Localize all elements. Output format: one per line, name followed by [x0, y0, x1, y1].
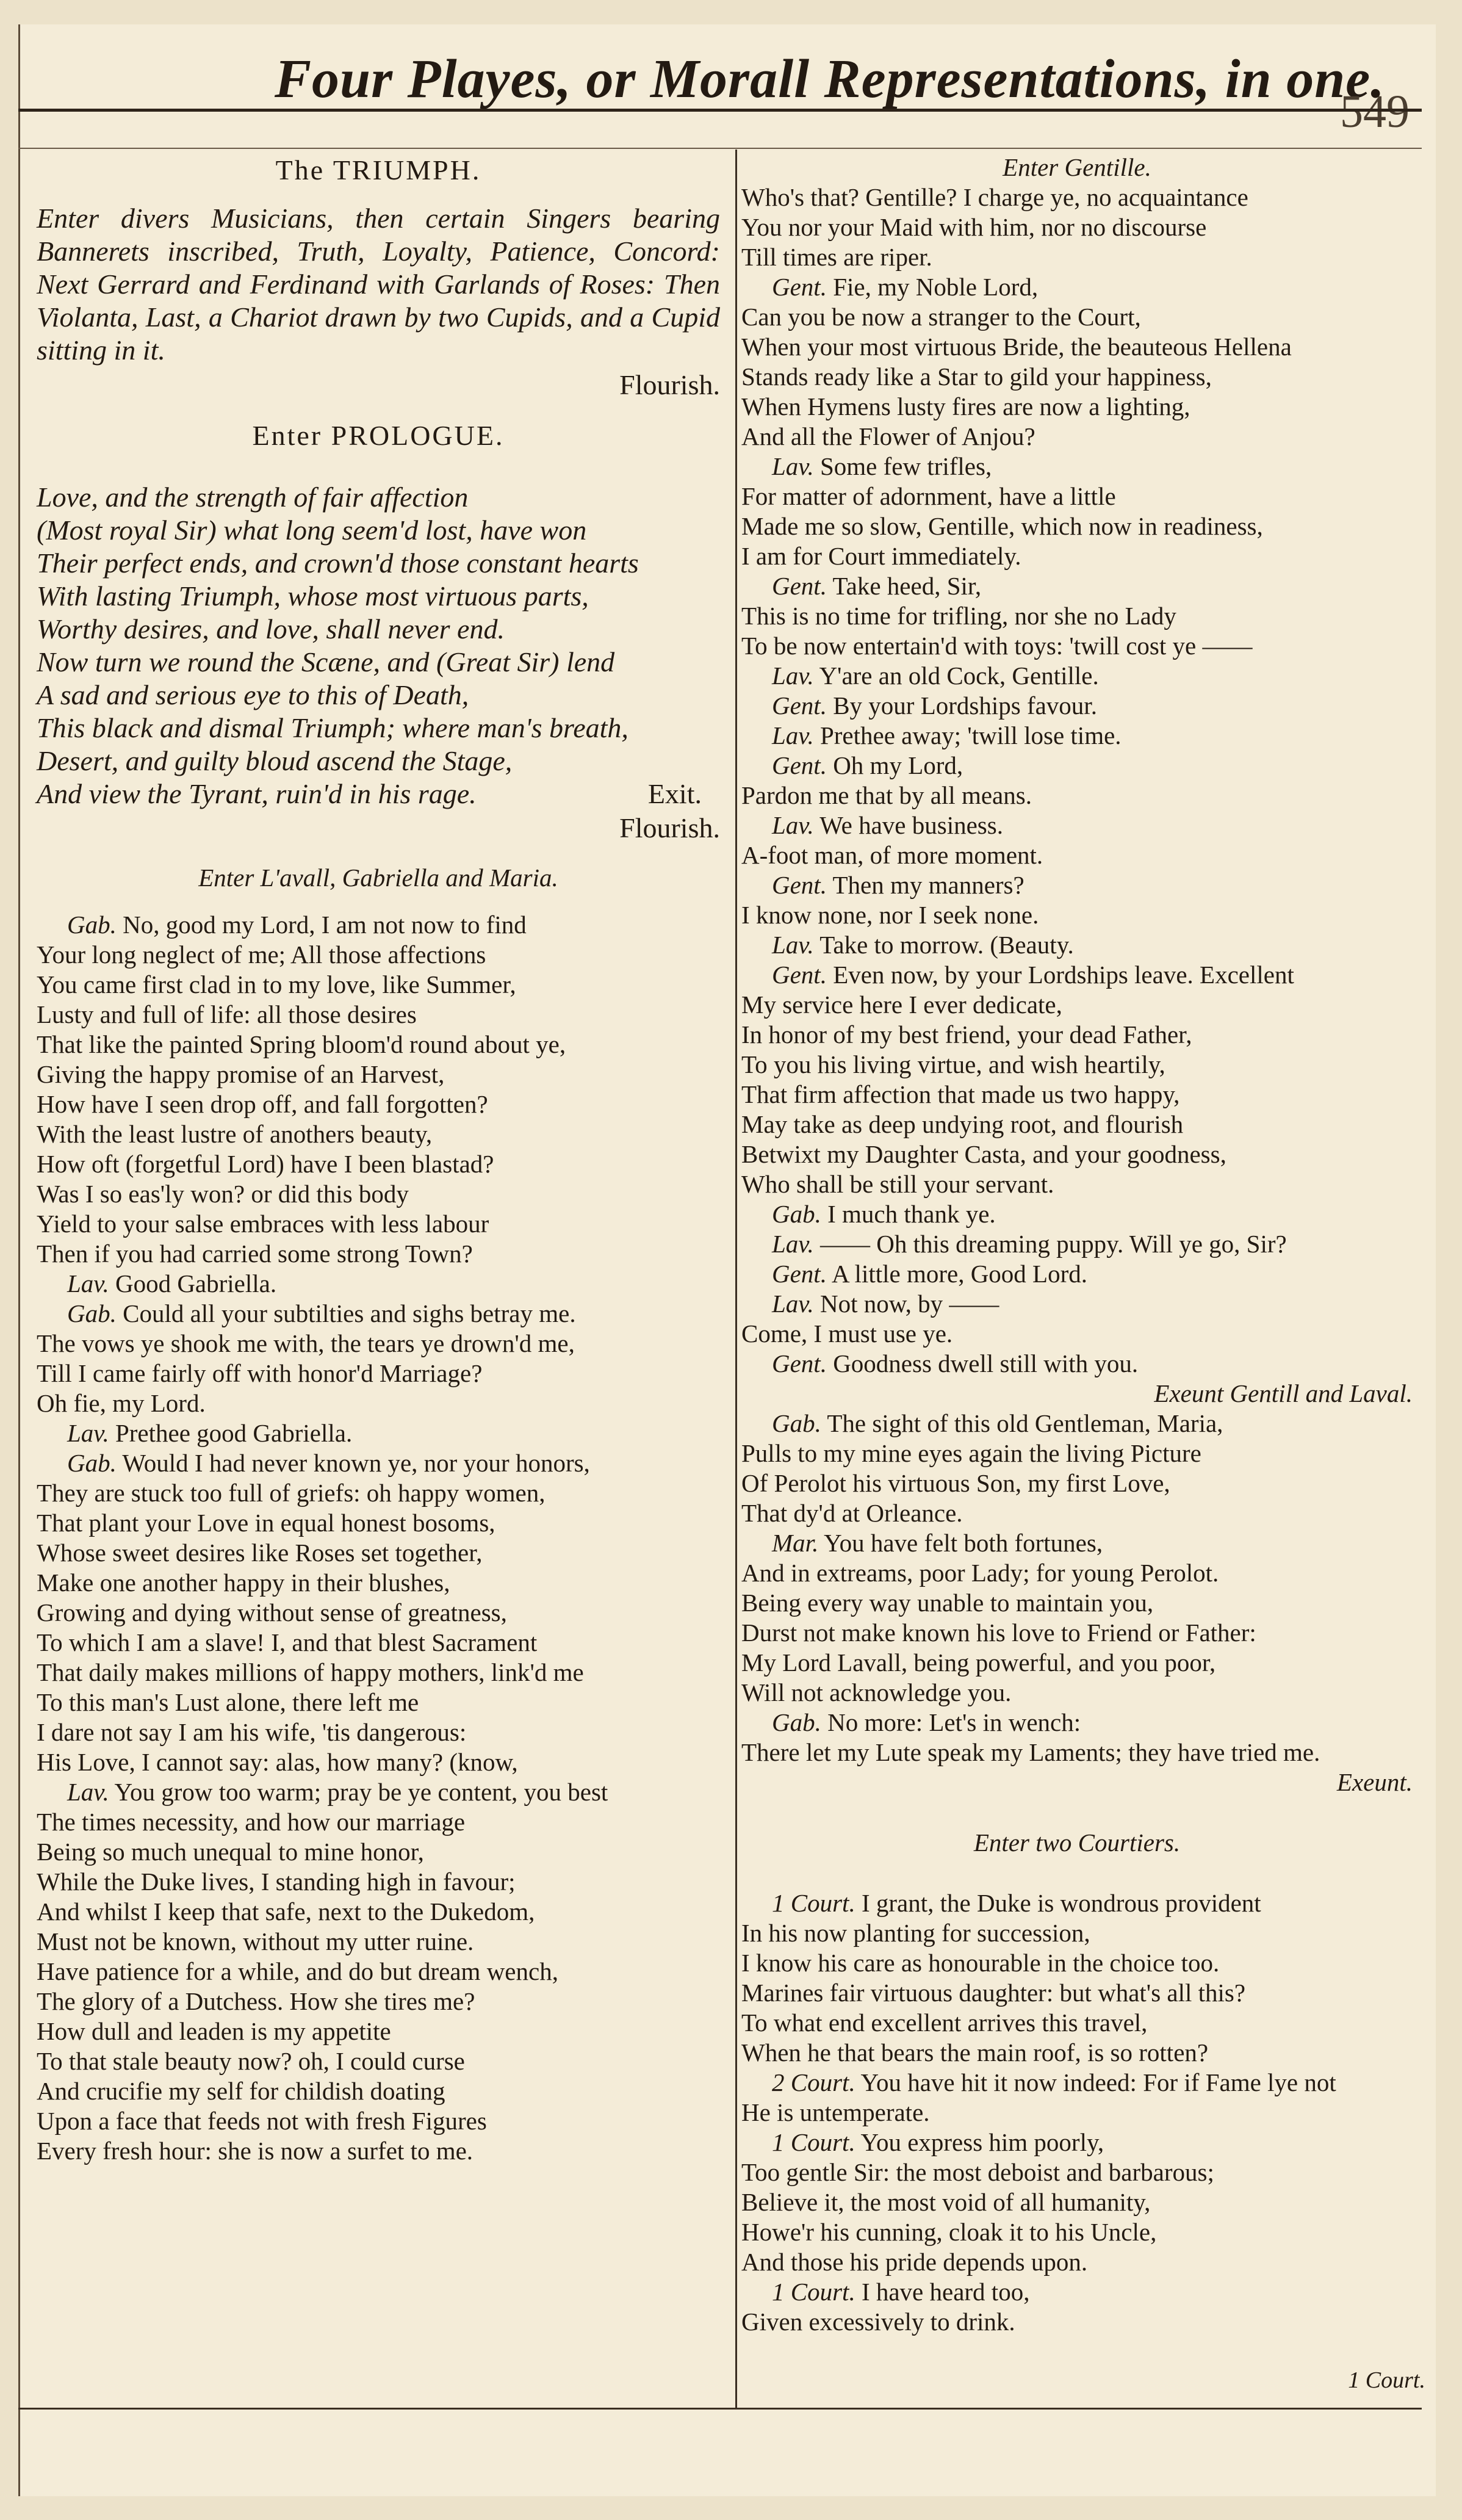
- speech-text: The times necessity, and how our marriage: [37, 1808, 466, 1836]
- speech-text: The vows ye shook me with, the tears ye drown'd me,: [37, 1329, 575, 1357]
- dialogue-line: [741, 1888, 1413, 1918]
- dialogue-line: [741, 1648, 1413, 1678]
- speech-text: While the Duke lives, I standing high in favour;: [37, 1868, 516, 1896]
- speech-text: Made me so slow, Gentille, which now in readiness,: [741, 512, 1263, 540]
- dialogue-line: [37, 1688, 720, 1717]
- speech-text: I am for Court immediately.: [741, 542, 1021, 570]
- speech-text: My Lord Lavall, being powerful, and you poor,: [741, 1648, 1216, 1677]
- page-header: [18, 24, 1422, 137]
- speech-text: For matter of adornment, have a little: [741, 482, 1116, 510]
- prologue-verse: [37, 481, 720, 811]
- speech-text: Durst not make known his love to Friend or Father:: [741, 1619, 1256, 1647]
- dialogue-line: [37, 970, 720, 1000]
- speech-text: My service here I ever dedicate,: [741, 991, 1062, 1019]
- speech-text: Upon a face that feeds not with fresh Figures: [37, 2107, 487, 2135]
- speech-text: That firm affection that made us two happy,: [741, 1080, 1180, 1108]
- prologue-line: (Most royal Sir) what long seem'd lost, have won: [37, 514, 587, 546]
- dialogue-line: [37, 1538, 720, 1568]
- speaker-prefix: 1 Court.: [772, 1889, 855, 1917]
- speaker-prefix: Mar.: [772, 1529, 819, 1557]
- speech-text: Too gentle Sir: the most deboist and barbarous;: [741, 2158, 1214, 2186]
- dialogue-line: [741, 840, 1413, 870]
- dialogue-line: [741, 422, 1413, 452]
- dialogue-line: [741, 362, 1413, 392]
- speech-text: In honor of my best friend, your dead Father,: [741, 1020, 1192, 1049]
- speech-text: When Hymens lusty fires are now a lighting,: [741, 392, 1190, 421]
- dialogue-line: [741, 900, 1413, 930]
- dialogue-line: [741, 1409, 1413, 1439]
- speech-text: To be now entertain'd with toys: 'twill cost ye ——: [741, 632, 1253, 660]
- dialogue-line: [741, 721, 1413, 751]
- speaker-prefix: Lav.: [772, 811, 814, 839]
- dialogue-line: [37, 1897, 720, 1927]
- flourish-1: Flourish.: [619, 369, 720, 400]
- speech-text: Not now, by ——: [819, 1290, 999, 1318]
- speaker-prefix: Gent.: [772, 961, 827, 989]
- left-dialogue: [37, 910, 720, 2166]
- dialogue-line: [37, 1568, 720, 1598]
- dialogue-line: [37, 1299, 720, 1329]
- speaker-prefix: Gent.: [772, 273, 827, 301]
- dialogue-line: [37, 1747, 720, 1777]
- speaker-prefix: Lav.: [772, 662, 814, 690]
- dialogue-line: [37, 2046, 720, 2076]
- speech-text: That dy'd at Orleance.: [741, 1499, 963, 1527]
- header-rule-thin: [18, 148, 1422, 149]
- dialogue-line: [37, 1119, 720, 1149]
- dialogue-line: [741, 571, 1413, 601]
- speech-text: By your Lordships favour.: [833, 691, 1097, 720]
- dialogue-line: [741, 2128, 1413, 2157]
- dialogue-line: [37, 1149, 720, 1179]
- speech-text: Howe'r his cunning, cloak it to his Uncle,: [741, 2218, 1157, 2246]
- dialogue-line: [37, 1359, 720, 1388]
- dialogue-line: [37, 1448, 720, 1478]
- dialogue-line: [37, 1179, 720, 1209]
- speaker-prefix: Gent.: [772, 751, 827, 779]
- speech-text: Till times are riper.: [741, 243, 932, 271]
- speaker-prefix: Gent.: [772, 1260, 827, 1288]
- dialogue-line: [741, 631, 1413, 661]
- dialogue-line: [37, 1957, 720, 1987]
- speech-text: That like the painted Spring bloom'd round about ye,: [37, 1030, 566, 1058]
- speech-text: When he that bears the main roof, is so rotten?: [741, 2038, 1209, 2067]
- page-number: 549: [1340, 86, 1410, 137]
- speaker-prefix: Gab.: [67, 911, 117, 939]
- speech-text: Take to morrow. (Beauty.: [819, 931, 1074, 959]
- speech-text: This is no time for trifling, nor she no Lady: [741, 602, 1176, 630]
- dialogue-line: [37, 1089, 720, 1119]
- speaker-prefix: Lav.: [67, 1778, 109, 1806]
- speech-text: Every fresh hour: she is now a surfet to me.: [37, 2137, 474, 2165]
- speech-text: Would I had never known ye, nor your honors,: [122, 1449, 590, 1477]
- dialogue-line: [741, 1139, 1413, 1169]
- dialogue-line: [741, 1738, 1413, 1767]
- dialogue-line: [37, 1628, 720, 1658]
- speaker-prefix: 1 Court.: [772, 2278, 855, 2306]
- running-title: Four Playes, or Morall Representations, in one.: [275, 49, 1385, 109]
- dialogue-line: [741, 272, 1413, 302]
- right-column: [741, 153, 1413, 2337]
- dialogue-line: [37, 1000, 720, 1030]
- dialogue-line: [37, 1388, 720, 1418]
- speech-text: To you his living virtue, and wish heartily,: [741, 1050, 1165, 1078]
- speech-text: And those his pride depends upon.: [741, 2248, 1088, 2276]
- speech-text: Was I so eas'ly won? or did this body: [37, 1180, 409, 1208]
- dialogue-line: [741, 1169, 1413, 1199]
- speech-text: Whose sweet desires like Roses set together,: [37, 1539, 483, 1567]
- dialogue-line: [741, 511, 1413, 541]
- dialogue-line: [37, 1658, 720, 1688]
- entrance-gentille: Enter Gentille.: [1003, 153, 1151, 181]
- dialogue-line: [741, 1259, 1413, 1289]
- speaker-prefix: Gab.: [772, 1200, 821, 1228]
- dialogue-line: [37, 1209, 720, 1239]
- dialogue-line: [741, 691, 1413, 721]
- speech-text: With the least lustre of anothers beauty,: [37, 1120, 433, 1148]
- speech-text: I much thank ye.: [827, 1200, 996, 1228]
- speech-text: To which I am a slave! I, and that blest Sacrament: [37, 1628, 538, 1656]
- dialogue-line: [741, 541, 1413, 571]
- speech-text: I have heard too,: [861, 2278, 1030, 2306]
- dialogue-line: [37, 2136, 720, 2166]
- speech-text: Marines fair virtuous daughter: but what's all this?: [741, 1979, 1246, 2007]
- dialogue-gabriella-maria: [741, 1409, 1413, 1767]
- speech-text: I dare not say I am his wife, 'tis dangerous:: [37, 1718, 467, 1746]
- dialogue-line: [741, 2247, 1413, 2277]
- dialogue-line: [37, 1717, 720, 1747]
- dialogue-line: [741, 2157, 1413, 2187]
- speaker-prefix: 2 Court.: [772, 2068, 855, 2096]
- speech-text: Being so much unequal to mine honor,: [37, 1838, 424, 1866]
- prologue-line: This black and dismal Triumph; where man's breath,: [37, 712, 628, 743]
- flourish-2: Flourish.: [619, 812, 720, 843]
- speech-text: Prethee away; 'twill lose time.: [819, 721, 1122, 749]
- speech-text: You nor your Maid with him, nor no discourse: [741, 213, 1207, 241]
- speaker-prefix: Gent.: [772, 691, 827, 720]
- speech-text: Till I came fairly off with honor'd Marriage?: [37, 1359, 483, 1387]
- dialogue-line: [741, 2008, 1413, 2038]
- speech-text: I know none, nor I seek none.: [741, 901, 1039, 929]
- speaker-prefix: Lav.: [772, 452, 814, 480]
- prologue-line: Now turn we round the Scæne, and (Great Sir) lend: [37, 646, 615, 677]
- speaker-prefix: Gent.: [772, 1349, 827, 1377]
- dialogue-line: [741, 482, 1413, 511]
- dialogue-line: [37, 1508, 720, 1538]
- speech-text: —— Oh this dreaming puppy. Will ye go, Sir?: [819, 1230, 1287, 1258]
- speaker-prefix: Lav.: [67, 1269, 109, 1298]
- dialogue-line: [741, 2038, 1413, 2068]
- dialogue-line: [741, 1528, 1413, 1558]
- dialogue-line: [741, 2187, 1413, 2217]
- dialogue-line: [37, 1418, 720, 1448]
- exit-direction: Exit.: [647, 778, 702, 809]
- speech-text: The sight of this old Gentleman, Maria,: [827, 1409, 1223, 1437]
- prologue-heading: Enter PROLOGUE.: [252, 420, 505, 451]
- speech-text: You have hit it now indeed: For if Fame lye not: [860, 2068, 1336, 2096]
- speech-text: We have business.: [819, 811, 1003, 839]
- entrance-courtiers: Enter two Courtiers.: [973, 1829, 1181, 1857]
- speech-text: Your long neglect of me; All those affections: [37, 940, 486, 969]
- speech-text: Oh my Lord,: [833, 751, 963, 779]
- dialogue-line: [741, 1498, 1413, 1528]
- dialogue-line: [37, 1269, 720, 1299]
- speech-text: You have felt both fortunes,: [824, 1529, 1103, 1557]
- dialogue-line: [741, 1020, 1413, 1050]
- speech-text: And all the Flower of Anjou?: [741, 422, 1035, 450]
- dialogue-line: [37, 1060, 720, 1089]
- speech-text: Believe it, the most void of all humanity,: [741, 2188, 1151, 2216]
- dialogue-line: [741, 242, 1413, 272]
- speech-text: That plant your Love in equal honest bosoms,: [37, 1509, 495, 1537]
- speech-text: May take as deep undying root, and flourish: [741, 1110, 1184, 1138]
- dialogue-line: [741, 1110, 1413, 1139]
- speech-text: Pardon me that by all means.: [741, 781, 1032, 809]
- prologue-line: Worthy desires, and love, shall never end.: [37, 613, 505, 644]
- speech-text: I know his care as honourable in the choice too.: [741, 1949, 1220, 1977]
- exeunt: Exeunt.: [1336, 1768, 1413, 1796]
- dialogue-line: [741, 1978, 1413, 2008]
- column-divider: [735, 150, 737, 2408]
- dialogue-line: [37, 1030, 720, 1060]
- speech-text: There let my Lute speak my Laments; they have tried me.: [741, 1738, 1320, 1766]
- speech-text: To that stale beauty now? oh, I could curse: [37, 2047, 465, 2075]
- dialogue-line: [37, 2076, 720, 2106]
- speech-text: The glory of a Dutchess. How she tires me?: [37, 1987, 475, 2015]
- dialogue-line: [37, 1867, 720, 1897]
- dialogue-courtiers: [741, 1888, 1413, 2337]
- footer-rule: [18, 2408, 1422, 2410]
- dialogue-line: [741, 1618, 1413, 1648]
- speaker-prefix: Lav.: [772, 721, 814, 749]
- dialogue-line: [741, 2307, 1413, 2337]
- speech-text: Come, I must use ye.: [741, 1320, 953, 1348]
- speech-text: No more: Let's in wench:: [827, 1708, 1081, 1736]
- dialogue-line: [741, 1708, 1413, 1738]
- speech-text: Good Gabriella.: [115, 1269, 277, 1298]
- speech-text: That daily makes millions of happy mothers, link'd me: [37, 1658, 584, 1686]
- speech-text: How oft (forgetful Lord) have I been blastad?: [37, 1150, 494, 1178]
- speech-text: Have patience for a while, and do but dream wench,: [37, 1957, 558, 1985]
- speech-text: You came first clad in to my love, like Summer,: [37, 970, 516, 998]
- speech-text: No, good my Lord, I am not now to find: [123, 911, 527, 939]
- speech-text: How dull and leaden is my appetite: [37, 2017, 391, 2045]
- speech-text: Who shall be still your servant.: [741, 1170, 1054, 1198]
- dialogue-line: [741, 1289, 1413, 1319]
- dialogue-line: [741, 1349, 1413, 1379]
- left-column: [37, 153, 720, 2166]
- dialogue-line: [741, 1588, 1413, 1618]
- speech-text: Then if you had carried some strong Town?: [37, 1240, 473, 1268]
- speech-text: You grow too warm; pray be ye content, you best: [114, 1778, 608, 1806]
- dialogue-line: [741, 2217, 1413, 2247]
- speech-text: A little more, Good Lord.: [831, 1260, 1088, 1288]
- prologue-line: A sad and serious eye to this of Death,: [37, 679, 469, 710]
- speech-text: Yield to your salse embraces with less labour: [37, 1210, 489, 1238]
- speech-text: And whilst I keep that safe, next to the Dukedom,: [37, 1897, 535, 1926]
- speaker-prefix: Gab.: [772, 1708, 821, 1736]
- dialogue-line: [741, 1468, 1413, 1498]
- speech-text: He is untemperate.: [741, 2098, 930, 2126]
- speech-text: Stands ready like a Star to gild your happiness,: [741, 363, 1212, 391]
- speech-text: Y'are an old Cock, Gentille.: [819, 662, 1099, 690]
- dialogue-line: [37, 910, 720, 940]
- speech-text: I grant, the Duke is wondrous provident: [861, 1889, 1261, 1917]
- dialogue-gentille: [741, 182, 1413, 1379]
- dialogue-line: [741, 1558, 1413, 1588]
- speech-text: How have I seen drop off, and fall forgotten?: [37, 1090, 488, 1118]
- speech-text: Pulls to my mine eyes again the living Picture: [741, 1439, 1201, 1467]
- speech-text: Goodness dwell still with you.: [833, 1349, 1139, 1377]
- prologue-line: And view the Tyrant, ruin'd in his rage.: [37, 778, 477, 809]
- dialogue-line: [741, 392, 1413, 422]
- speech-text: Even now, by your Lordships leave. Excellent: [833, 961, 1294, 989]
- speaker-prefix: Gent.: [772, 871, 827, 899]
- speech-text: And crucifie my self for childish doating: [37, 2077, 445, 2105]
- dialogue-line: [37, 1598, 720, 1628]
- speech-text: Can you be now a stranger to the Court,: [741, 303, 1141, 331]
- dialogue-line: [37, 1239, 720, 1269]
- dialogue-line: [741, 1678, 1413, 1708]
- exeunt-gentill-laval: Exeunt Gentill and Laval.: [1154, 1379, 1413, 1407]
- dialogue-line: [741, 2098, 1413, 2128]
- entrance-lavall: Enter L'avall, Gabriella and Maria.: [198, 864, 558, 892]
- dialogue-line: [741, 182, 1413, 212]
- play-title: The TRIUMPH.: [275, 154, 481, 186]
- speaker-prefix: Gent.: [772, 572, 827, 600]
- speech-text: Prethee good Gabriella.: [115, 1419, 353, 1447]
- dialogue-line: [741, 1050, 1413, 1080]
- speech-text: To what end excellent arrives this travel,: [741, 2009, 1148, 2037]
- speech-text: His Love, I cannot say: alas, how many? (know,: [37, 1748, 518, 1776]
- speech-text: Oh fie, my Lord.: [37, 1389, 206, 1417]
- speech-text: Some few trifles,: [819, 452, 992, 480]
- speech-text: When your most virtuous Bride, the beauteous Hellena: [741, 333, 1292, 361]
- speaker-prefix: Lav.: [67, 1419, 109, 1447]
- dialogue-line: [37, 1807, 720, 1837]
- dialogue-line: [741, 1439, 1413, 1468]
- dialogue-line: [741, 1199, 1413, 1229]
- dialogue-line: [741, 1080, 1413, 1110]
- dialogue-line: [741, 960, 1413, 990]
- speaker-prefix: Gab.: [67, 1299, 117, 1327]
- dialogue-line: [741, 1229, 1413, 1259]
- speech-text: To this man's Lust alone, there left me: [37, 1688, 419, 1716]
- dialogue-line: [741, 452, 1413, 482]
- stage-direction-intro: Enter divers Musicians, then certain Singers bearing Bannerets inscribed, Truth, Loyalty, Patience, Concord: Next Gerrard and Ferdinand with Garlands of Roses: Then Violanta, Last, a Chariot drawn by two Cupids, and a Cupid sitting in it.: [37, 203, 720, 366]
- speech-text: Given excessively to drink.: [741, 2308, 1015, 2336]
- dialogue-line: [741, 2277, 1413, 2307]
- dialogue-line: [37, 1837, 720, 1867]
- speech-text: A-foot man, of more moment.: [741, 841, 1043, 869]
- speech-text: Then my manners?: [832, 871, 1024, 899]
- speech-text: Lusty and full of life: all those desires: [37, 1000, 417, 1028]
- speaker-prefix: 1 Court.: [772, 2128, 855, 2156]
- dialogue-line: [741, 930, 1413, 960]
- speech-text: Betwixt my Daughter Casta, and your goodness,: [741, 1140, 1226, 1168]
- dialogue-line: [741, 751, 1413, 781]
- prologue-line: With lasting Triumph, whose most virtuous parts,: [37, 580, 589, 612]
- dialogue-line: [37, 2016, 720, 2046]
- dialogue-line: [741, 870, 1413, 900]
- dialogue-line: [741, 661, 1413, 691]
- speech-text: And in extreams, poor Lady; for young Perolot.: [741, 1559, 1219, 1587]
- dialogue-line: [741, 332, 1413, 362]
- dialogue-line: [741, 811, 1413, 840]
- speech-text: You express him poorly,: [860, 2128, 1104, 2156]
- speech-text: Make one another happy in their blushes,: [37, 1569, 450, 1597]
- dialogue-line: [741, 1918, 1413, 1948]
- speech-text: Will not acknowledge you.: [741, 1678, 1012, 1706]
- dialogue-line: [741, 212, 1413, 242]
- catchword: 1 Court.: [1348, 2367, 1425, 2393]
- dialogue-line: [37, 1478, 720, 1508]
- dialogue-line: [741, 302, 1413, 332]
- dialogue-line: [741, 781, 1413, 811]
- speech-text: They are stuck too full of griefs: oh happy women,: [37, 1479, 546, 1507]
- speaker-prefix: Lav.: [772, 931, 814, 959]
- prologue-line: Their perfect ends, and crown'd those constant hearts: [37, 547, 639, 579]
- speech-text: Could all your subtilties and sighs betray me.: [123, 1299, 576, 1327]
- dialogue-line: [741, 2068, 1413, 2098]
- speech-text: Take heed, Sir,: [832, 572, 982, 600]
- speech-text: Must not be known, without my utter ruine.: [37, 1927, 474, 1955]
- dialogue-line: [741, 601, 1413, 631]
- prologue-line: Love, and the strength of fair affection: [37, 482, 469, 513]
- speaker-prefix: Gab.: [772, 1409, 821, 1437]
- dialogue-line: [37, 1329, 720, 1359]
- speech-text: Fie, my Noble Lord,: [833, 273, 1039, 301]
- speaker-prefix: Lav.: [772, 1290, 814, 1318]
- speaker-prefix: Gab.: [67, 1449, 117, 1477]
- speaker-prefix: Lav.: [772, 1230, 814, 1258]
- dialogue-line: [37, 1987, 720, 2016]
- prologue-line: Desert, and guilty bloud ascend the Stage,: [37, 745, 513, 776]
- dialogue-line: [741, 1319, 1413, 1349]
- dialogue-line: [37, 940, 720, 970]
- dialogue-line: [37, 1927, 720, 1957]
- header-rule: [18, 109, 1422, 112]
- speech-text: In his now planting for succession,: [741, 1919, 1090, 1947]
- speech-text: Giving the happy promise of an Harvest,: [37, 1060, 445, 1088]
- speech-text: Who's that? Gentille? I charge ye, no acquaintance: [741, 183, 1248, 211]
- speech-text: Being every way unable to maintain you,: [741, 1589, 1154, 1617]
- dialogue-line: [37, 2106, 720, 2136]
- dialogue-line: [741, 990, 1413, 1020]
- speech-text: Of Perolot his virtuous Son, my first Love,: [741, 1469, 1170, 1497]
- speech-text: Growing and dying without sense of greatness,: [37, 1598, 507, 1626]
- dialogue-line: [37, 1777, 720, 1807]
- dialogue-line: [741, 1948, 1413, 1978]
